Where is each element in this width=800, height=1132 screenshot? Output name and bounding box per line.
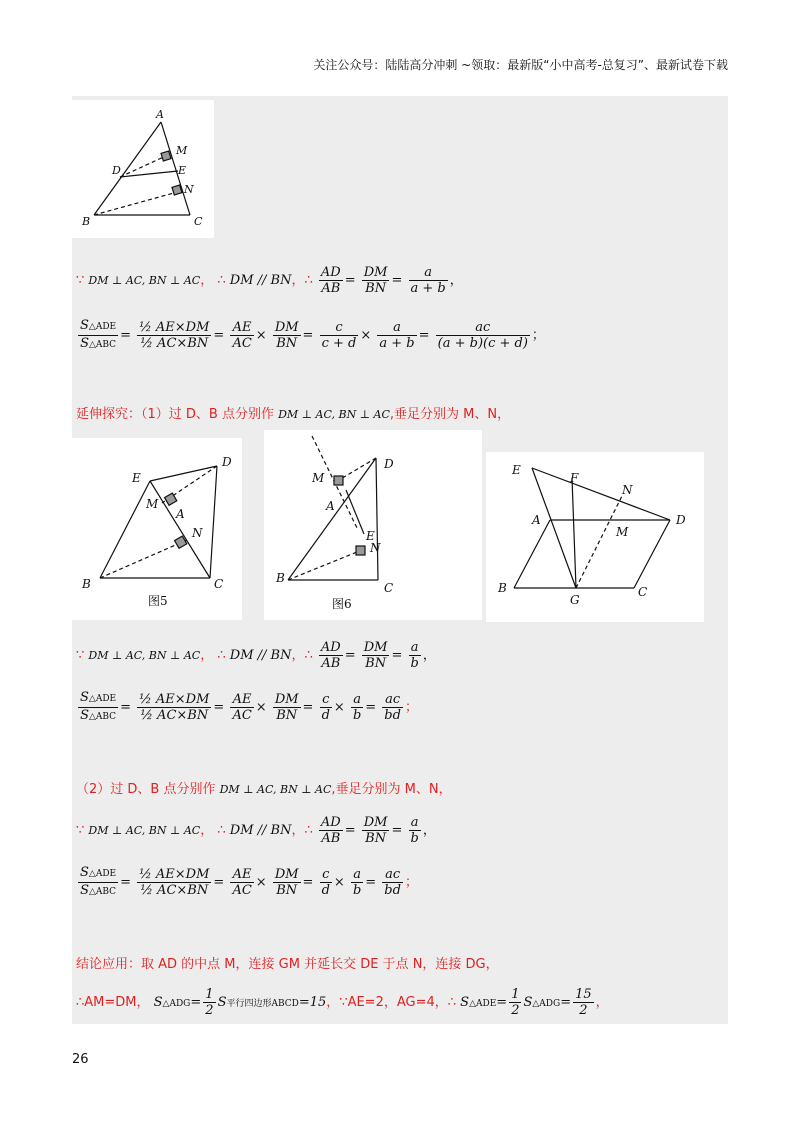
svg-text:M: M (616, 525, 629, 539)
svg-text:F: F (570, 471, 579, 485)
label-m: M (176, 144, 188, 157)
frac-dm-bn: $\frac{DM}{BN}$ (363, 265, 388, 296)
svg-text:M: M (312, 471, 325, 485)
page-number: 26 (72, 1052, 89, 1067)
svg-text:G: G (570, 593, 580, 607)
formula-3: $\frac{\text{S△ADE}}{\text{S△ABC}}$ = $\frac{\text{½ AE×DM}}{\text{½ AC×BN}}$ = $\frac{AE}{AC}$ × $\frac{DM}{BN}$ = $\frac{c}{d}$ × $\frac{a}{b}$ = $\frac{ac}{bd}$ ； (80, 865, 418, 898)
figure-triangle-abc (72, 100, 214, 238)
svg-text:N: N (622, 483, 633, 497)
figure-parallelogram (486, 452, 704, 622)
svg-text:E: E (512, 463, 521, 477)
conclusion-line: ∴AM=DM， S△ADG= $\frac{1}{2}$ S平行四边形ABCD=15，∵AE=2，AG=4，∴ S△ADE= $\frac{1}{2}$ S△ADG= $\frac{15}{2}$ ， (76, 987, 609, 1018)
svg-text:N: N (370, 541, 381, 555)
svg-text:C: C (384, 581, 394, 595)
line-2: ∵ DM ⊥ AC, BN ⊥ AC， ∴ DM // BN，∴ $\frac{AD}{AB}$ = $\frac{DM}{BN}$ = $\frac{a}{b}$ ， (76, 640, 436, 671)
label-n: N (184, 183, 194, 196)
svg-text:C: C (214, 577, 224, 591)
svg-text:A: A (326, 499, 335, 513)
formula-1: $\frac{\text{S△ADE}}{\text{S△ABC}}$ = $\frac{\text{½ AE×DM}}{\text{½ AC×BN}}$ = $\frac{AE}{AC}$ × $\frac{DM}{BN}$ = $\frac{c}{c + d}$ × $\frac{a}{a + b}$ = $\frac{ac}{(a + b)(c + d)}$ ； (80, 318, 545, 351)
svg-text:A: A (176, 507, 185, 521)
svg-text:D: D (222, 455, 232, 469)
label-d: D (112, 164, 121, 177)
label-b: B (82, 215, 91, 228)
svg-text:N: N (192, 526, 203, 540)
figure-6 (264, 430, 482, 620)
figure-5 (72, 438, 242, 620)
label-e: E (178, 164, 187, 177)
svg-text:C: C (638, 585, 648, 599)
line-1: ∵ DM ⊥ AC, BN ⊥ AC， ∴ DM // BN，∴ $\frac{AD}{AB}$ = $\frac{DM}{BN}$ = $\frac{a}{a + b}$ ， (76, 265, 463, 296)
ext-title: 延伸探究：（1）过 D、B 点分别作 DM ⊥ AC, BN ⊥ AC,垂足分别为 M、N， (76, 407, 511, 422)
svg-text:A: A (532, 513, 541, 527)
label-c: C (194, 215, 203, 228)
part2-title: （2）过 D、B 点分别作 DM ⊥ AC, BN ⊥ AC,垂足分别为 M、N， (76, 782, 452, 797)
line-3: ∵ DM ⊥ AC, BN ⊥ AC， ∴ DM // BN，∴ $\frac{AD}{AB}$ = $\frac{DM}{BN}$ = $\frac{a}{b}$ ， (76, 815, 436, 846)
svg-text:B: B (82, 577, 91, 591)
label-a: A (156, 108, 164, 121)
svg-text:图5: 图5 (148, 594, 168, 608)
svg-text:B: B (498, 581, 507, 595)
svg-text:B: B (276, 571, 285, 585)
page-header: 关注公众号：陆陆高分冲刺 ~领取：最新版“小中高考-总复习”、最新试卷下载 (313, 58, 728, 72)
svg-text:D: D (384, 457, 394, 471)
svg-text:E: E (366, 529, 375, 543)
svg-text:E: E (132, 471, 141, 485)
frac-a-ab: $\frac{a}{a + b}$ (410, 265, 446, 296)
frac-ad-ab: $\frac{AD}{AB}$ (320, 265, 341, 296)
svg-text:D: D (676, 513, 686, 527)
formula-2: $\frac{\text{S△ADE}}{\text{S△ABC}}$ = $\frac{\text{½ AE×DM}}{\text{½ AC×BN}}$ = $\frac{AE}{AC}$ × $\frac{DM}{BN}$ = $\frac{c}{d}$ × $\frac{a}{b}$ = $\frac{ac}{bd}$ ； (80, 690, 418, 723)
conclusion-title: 结论应用：取 AD 的中点 M，连接 GM 并延长交 DE 于点 N，连接 DG， (76, 957, 499, 972)
svg-text:图6: 图6 (332, 597, 352, 611)
svg-text:M: M (146, 497, 159, 511)
